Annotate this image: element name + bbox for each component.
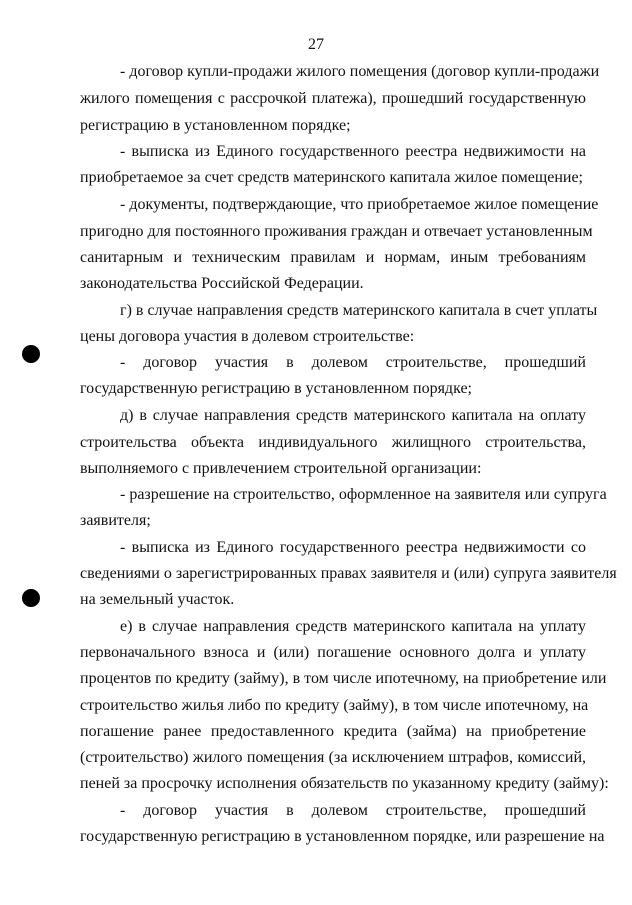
- text-line: строительство жилья либо по кредиту (займу), в том числе ипотечному, на: [80, 697, 589, 714]
- text-line: санитарным и техническим правилам и нормам, иным требованиям: [80, 249, 586, 266]
- text-line: строительства объекта индивидуального жилищного строительства,: [80, 434, 586, 451]
- text-line: - выписка из Единого государственного реестра недвижимости со: [120, 539, 586, 556]
- text-line: жилого помещения с рассрочкой платежа), прошедший государственную: [80, 90, 586, 107]
- text-line: регистрацию в установленном порядке;: [80, 117, 351, 134]
- text-line: е) в случае направления средств материнского капитала на уплату: [120, 618, 586, 635]
- text-line: - выписка из Единого государственного реестра недвижимости на: [120, 143, 586, 160]
- text-line: процентов по кредиту (займу), в том числе ипотечному, на приобретение или: [80, 670, 607, 687]
- text-line: - разрешение на строительство, оформленное на заявителя или супруга: [120, 486, 607, 503]
- text-line: пригодно для постоянного проживания граждан и отвечает установленным: [80, 223, 593, 240]
- text-line: приобретаемое за счет средств материнского капитала жилое помещение;: [80, 169, 583, 186]
- text-line: на земельный участок.: [80, 591, 235, 608]
- text-line: пеней за просрочку исполнения обязательств по указанному кредиту (займу):: [80, 775, 609, 792]
- text-line: первоначального взноса и (или) погашение основного долга и уплату: [80, 644, 586, 661]
- punch-hole-dot: [22, 345, 40, 363]
- text-line: заявителя;: [80, 512, 151, 529]
- text-line: д) в случае направления средств материнского капитала на оплату: [120, 407, 586, 424]
- text-line: государственную регистрацию в установленном порядке;: [80, 380, 472, 397]
- punch-hole-dot: [22, 589, 40, 607]
- text-line: - договор участия в долевом строительстве, прошедший: [120, 354, 586, 371]
- text-line: - документы, подтверждающие, что приобретаемое жилое помещение: [120, 196, 599, 213]
- text-line: - договор участия в долевом строительстве, прошедший: [120, 802, 586, 819]
- page-number: 27: [308, 36, 324, 53]
- text-line: выполняемого с привлечением строительной организации:: [80, 460, 482, 477]
- text-line: сведениями о зарегистрированных правах заявителя и (или) супруга заявителя: [80, 565, 617, 582]
- text-line: цены договора участия в долевом строительстве:: [80, 328, 415, 345]
- text-line: г) в случае направления средств материнского капитала в счет уплаты: [120, 302, 598, 319]
- text-line: - договор купли-продажи жилого помещения (договор купли-продажи: [120, 63, 600, 80]
- text-line: погашение ранее предоставленного кредита (займа) на приобретение: [80, 723, 586, 740]
- text-line: государственную регистрацию в установленном порядке, или разрешение на: [80, 828, 605, 845]
- text-line: (строительство) жилого помещения (за исключением штрафов, комиссий,: [80, 749, 586, 766]
- text-line: законодательства Российской Федерации.: [80, 275, 364, 292]
